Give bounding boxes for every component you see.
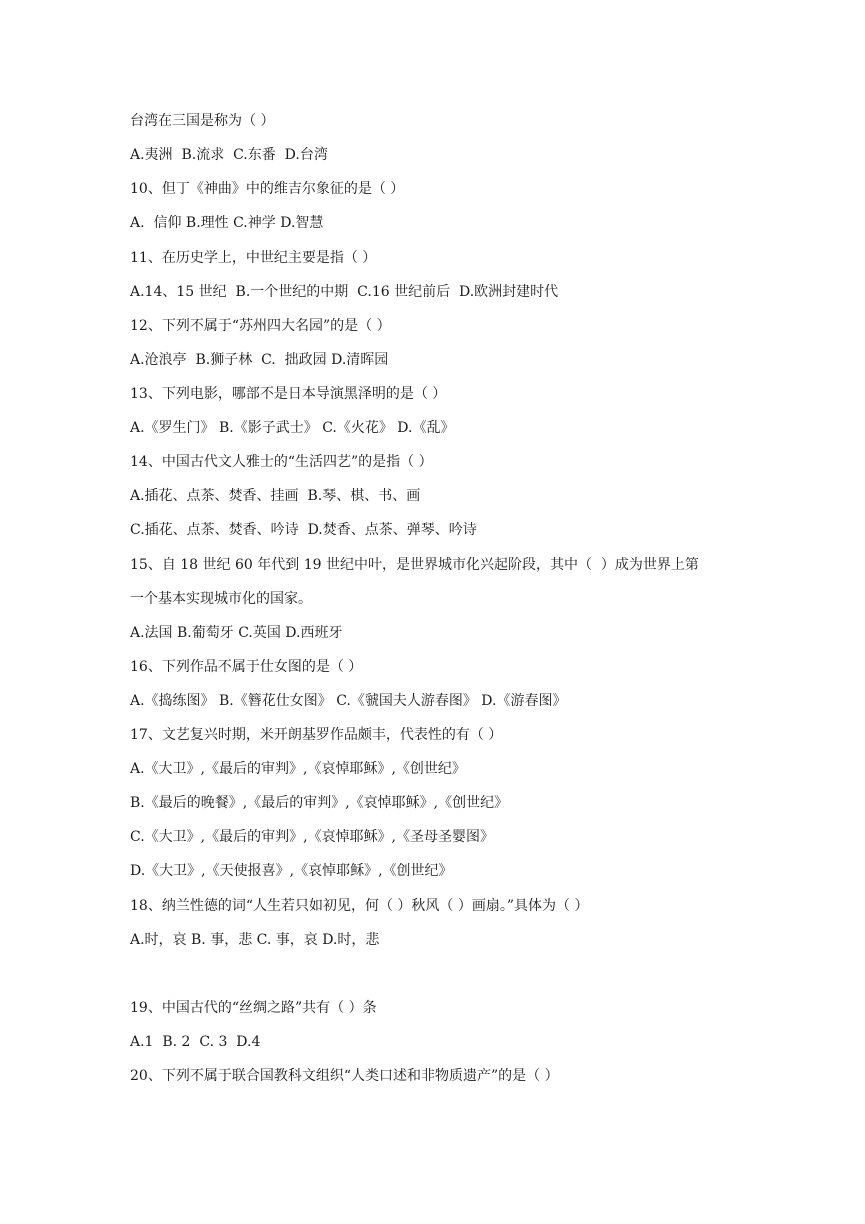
question-17-stem: 17、文艺复兴时期，米开朗基罗作品颇丰，代表性的有（ ） bbox=[130, 727, 503, 743]
question-11-options: A.14、15 世纪 B.一个世纪的中期 C.16 世纪前后 D.欧洲封建时代 bbox=[130, 284, 559, 300]
question-9-options: A.夷洲 B.流求 C.东番 D.台湾 bbox=[130, 147, 328, 163]
question-16-options: A.《捣练图》 B.《簪花仕女图》 C.《虢国夫人游春图》 D.《游春图》 bbox=[130, 693, 567, 709]
question-15-options: A.法国 B.葡萄牙 C.英国 D.西班牙 bbox=[130, 625, 343, 641]
question-19-stem: 19、中国古代的“丝绸之路”共有（ ）条 bbox=[130, 1000, 377, 1016]
question-12-stem: 12、下列不属于“苏州四大名园”的是（ ） bbox=[130, 318, 391, 334]
question-9-stem: 台湾在三国是称为（ ） bbox=[130, 113, 275, 129]
question-20-stem: 20、下列不属于联合国教科文组织“人类口述和非物质遗产”的是（ ） bbox=[130, 1068, 559, 1084]
question-18-options: A.时，哀 B. 事，悲 C. 事，哀 D.时，悲 bbox=[130, 932, 380, 948]
question-19-options: A.1 B. 2 C. 3 D.4 bbox=[130, 1034, 261, 1050]
question-16-stem: 16、下列作品不属于仕女图的是（ ） bbox=[130, 659, 363, 675]
question-17-option-d: D.《大卫》,《天使报喜》,《哀悼耶稣》,《创世纪》 bbox=[130, 863, 453, 879]
question-13-options: A.《罗生门》 B.《影子武士》 C.《火花》 D.《乱》 bbox=[130, 420, 455, 436]
question-10-stem: 10、但丁《神曲》中的维吉尔象征的是（ ） bbox=[130, 181, 405, 197]
question-14-options-c-d: C.插花、点茶、焚香、吟诗 D.焚香、点茶、弹琴、吟诗 bbox=[130, 522, 477, 538]
question-14-options-a-b: A.插花、点茶、焚香、挂画 B.琴、棋、书、画 bbox=[130, 488, 421, 504]
question-12-options: A.沧浪亭 B.狮子林 C. 拙政园 D.清晖园 bbox=[130, 352, 389, 368]
question-13-stem: 13、下列电影，哪部不是日本导演黑泽明的是（ ） bbox=[130, 386, 447, 402]
question-14-stem: 14、中国古代文人雅士的“生活四艺”的是指（ ） bbox=[130, 454, 433, 470]
question-15-stem: 15、自 18 世纪 60 年代到 19 世纪中叶，是世界城市化兴起阶段，其中（ ）成为世界上第 bbox=[130, 557, 699, 573]
question-18-stem: 18、纳兰性德的词“人生若只如初见，何（ ）秋风（ ）画扇。”具体为（ ） bbox=[130, 898, 589, 914]
question-17-option-a: A.《大卫》,《最后的审判》,《哀悼耶稣》,《创世纪》 bbox=[130, 761, 466, 777]
question-10-options: A. 信仰 B.理性 C.神学 D.智慧 bbox=[130, 215, 324, 231]
question-11-stem: 11、在历史学上，中世纪主要是指（ ） bbox=[130, 250, 377, 266]
question-17-option-b: B.《最后的晚餐》,《最后的审判》,《哀悼耶稣》,《创世纪》 bbox=[130, 795, 509, 811]
question-17-option-c: C.《大卫》,《最后的审判》,《哀悼耶稣》,《圣母圣婴图》 bbox=[130, 829, 495, 845]
question-15-stem-continued: 一个基本实现城市化的国家。 bbox=[130, 591, 312, 607]
